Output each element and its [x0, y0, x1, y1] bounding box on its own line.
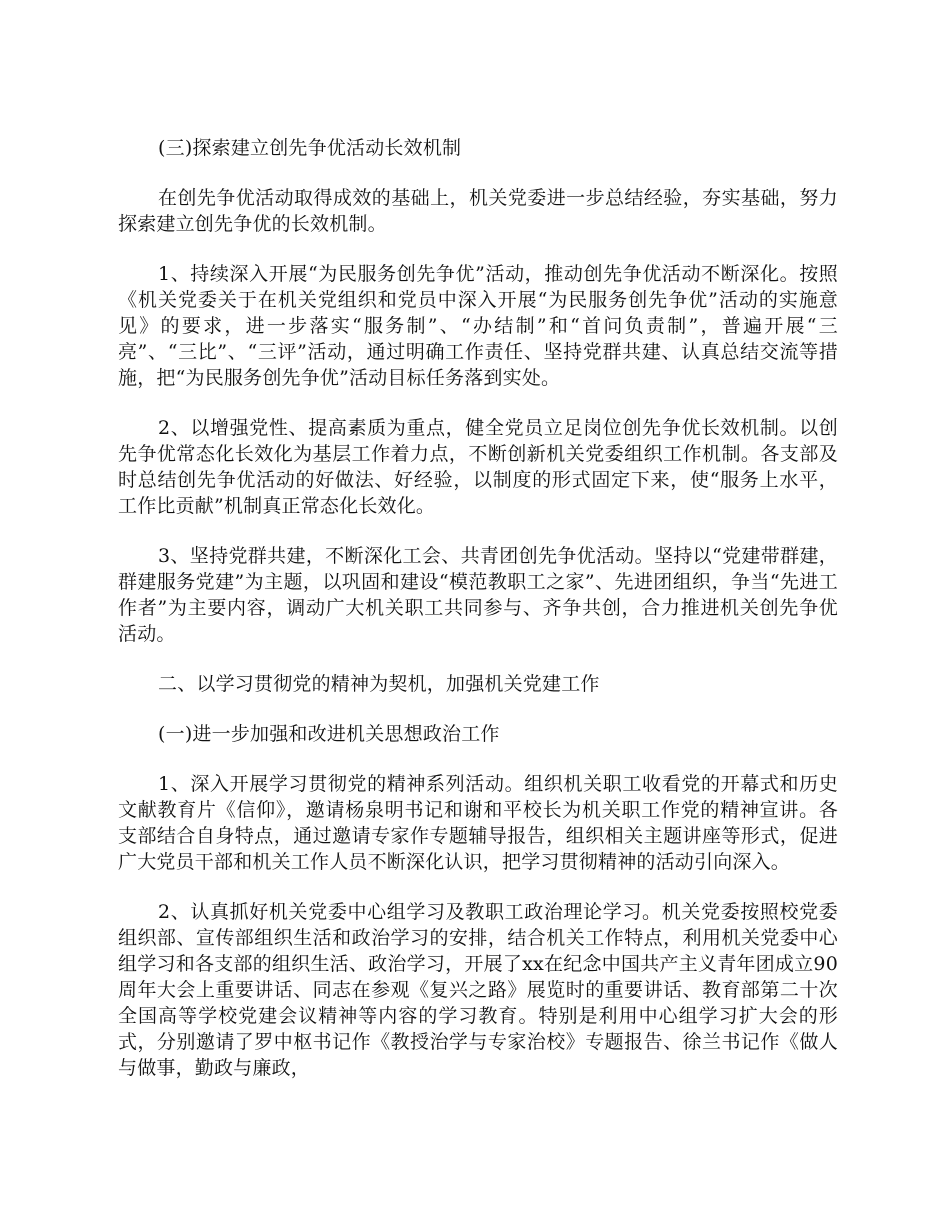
paragraph-study-1: 1、深入开展学习贯彻党的精神系列活动。组织机关职工收看党的开幕式和历史文献教育片《信仰》，邀请杨泉明书记和谢和平校长为机关职工作党的精神宣讲。各支部结合自身特点，通过邀请专家作专题辅导报告，组织相关主题讲座等形式，促进广大党员干部和机关工作人员不断深化认识，把学习贯彻精神的活动引向深入。	[118, 773, 838, 873]
paragraph-item-1: 1、持续深入开展“为民服务创先争优”活动，推动创先争优活动不断深化。按照《机关党委关于在机关党组织和党员中深入开展“为民服务创先争优”活动的实施意见》的要求，进一步落实“服务制”、“办结制”和“首问负责制”，普遍开展“三亮”、“三比”、“三评”活动，通过明确工作责任、坚持党群共建、认真总结交流等措施，把“为民服务创先争优”活动目标任务落到实处。	[118, 263, 838, 389]
paragraph-item-3: 3、坚持党群共建，不断深化工会、共青团创先争优活动。坚持以“党建带群建，群建服务党建”为主题，以巩固和建设“模范教职工之家”、先进团组织，争当“先进工作者”为主要内容，调动广大机关职工共同参与、齐争共创，合力推进机关创先争优活动。	[118, 545, 838, 645]
section-heading-3: (三)探索建立创先争优活动长效机制	[158, 137, 462, 159]
paragraph-item-2: 2、以增强党性、提高素质为重点，健全党员立足岗位创先争优长效机制。以创先争优常态化长效化为基层工作着力点，不断创新机关党委组织工作机制。各支部及时总结创先争优活动的好做法、好经验，以制度的形式固定下来，使“服务上水平，工作比贡献”机制真正常态化长效化。	[118, 417, 838, 517]
paragraph-study-2: 2、认真抓好机关党委中心组学习及教职工政治理论学习。机关党委按照校党委组织部、宣传部组织生活和政治学习的安排，结合机关工作特点，利用机关党委中心组学习和各支部的组织生活、政治学习，开展了xx在纪念中国共产主义青年团成立90周年大会上重要讲话、同志在参观《复兴之路》展览时的重要讲话、教育部第二十次全国高等学校党建会议精神等内容的学习教育。特别是利用中心组学习扩大会的形式，分别邀请了罗中枢书记作《教授治学与专家治校》专题报告、徐兰书记作《做人与做事，勤政与廉政，	[118, 901, 838, 1079]
subsection-heading-1: (一)进一步加强和改进机关思想政治工作	[158, 723, 500, 745]
paragraph-intro: 在创先争优活动取得成效的基础上，机关党委进一步总结经验，夯实基础，努力探索建立创先争优的长效机制。	[118, 187, 838, 235]
document-page	[118, 135, 838, 1105]
section-heading-2: 二、以学习贯彻党的精神为契机，加强机关党建工作	[158, 673, 600, 695]
